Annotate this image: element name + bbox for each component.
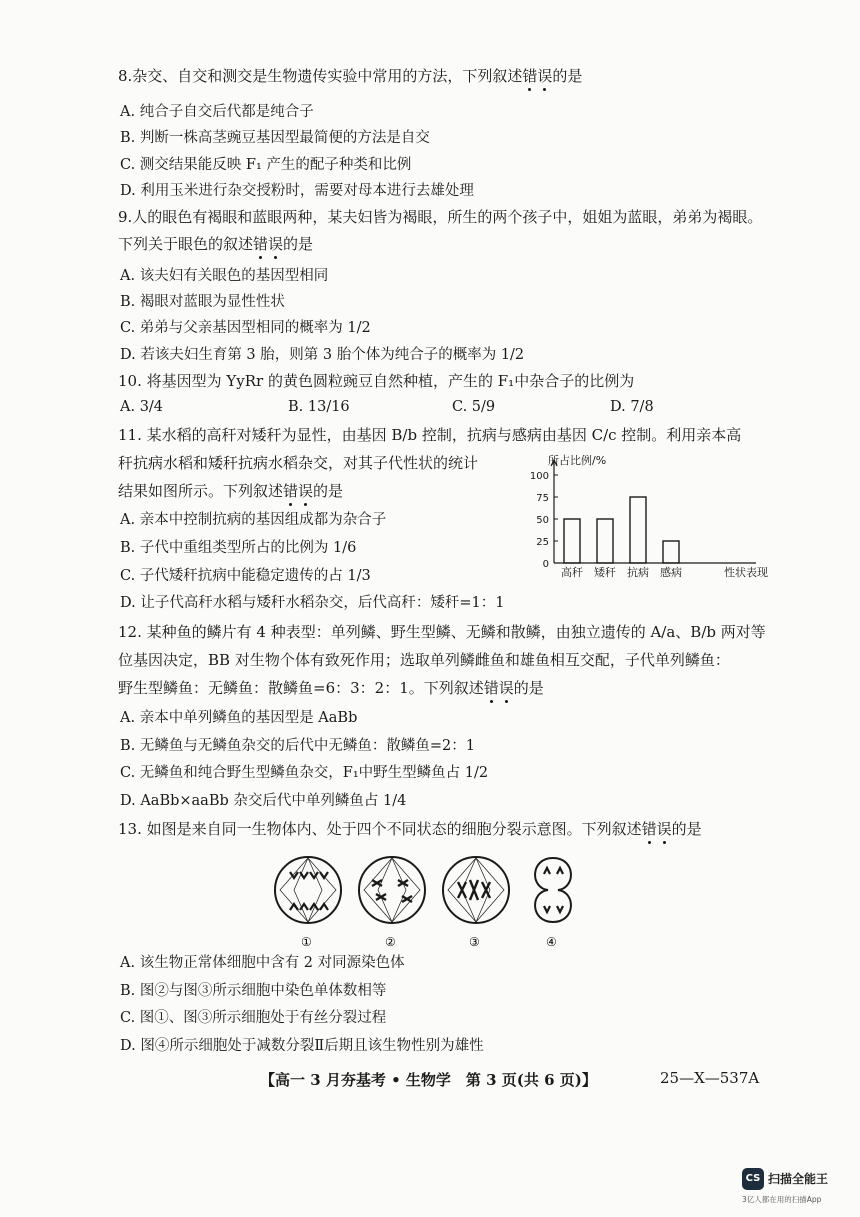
q9-option-a: A. 该夫妇有关眼色的基因型相同 [120, 268, 329, 284]
q9-stem-line2: 下列关于眼色的叙述错误的是 [118, 235, 314, 253]
q9-option-d: D. 若该夫妇生育第 3 胎，则第 3 胎个体为纯合子的概率为 1/2 [120, 347, 525, 363]
exam-code: 25—X—537A [660, 1069, 760, 1087]
cell-label-4: ④ [546, 935, 557, 949]
q11-stem-line1: 11. 某水稻的高秆对矮秆为显性，由基因 B/b 控制，抗病与感病由基因 C/c 控制。利用亲本高 [118, 426, 742, 444]
q13-stem: 13. 如图是来自同一生物体内、处于四个不同状态的细胞分裂示意图。下列叙述错误的是 [118, 820, 702, 838]
trait-ratio-bar-chart [520, 448, 768, 588]
cell-3-figure [443, 857, 509, 923]
cell-1-figure [275, 857, 341, 923]
q11-stem-line2: 秆抗病水稻和矮秆抗病水稻杂交，对其子代性状的统计 [118, 454, 479, 472]
q8-option-a: A. 纯合子自交后代都是纯合子 [120, 104, 314, 120]
page-footer-title: 【高一 3 月夯基考 • 生物学 第 3 页(共 6 页)】 [260, 1071, 597, 1089]
q12-stem-line2: 位基因决定，BB 对生物个体有致死作用；选取单列鳞雌鱼和雄鱼相互交配，子代单列鳞鱼： [118, 651, 730, 669]
chart-ytick-label-3: 75 [536, 493, 549, 504]
chart-category-label-1: 矮秆 [594, 566, 616, 579]
q12-option-d: D. AaBb×aaBb 杂交后代中单列鳞鱼占 1/4 [120, 793, 407, 809]
chart-bar-0 [564, 519, 580, 563]
chart-ylabel: 所占比例/% [548, 454, 607, 467]
q10-option-d: D. 7/8 [610, 399, 654, 415]
cell-4-figure [535, 858, 571, 922]
chart-category-label-0: 高秆 [561, 566, 583, 579]
q12-stem-line3: 野生型鳞鱼：无鳞鱼：散鳞鱼=6：3：2：1。下列叙述错误的是 [118, 679, 544, 697]
q12-option-b: B. 无鳞鱼与无鳞鱼杂交的后代中无鳞鱼：散鳞鱼=2：1 [120, 738, 475, 754]
q13-option-a: A. 该生物正常体细胞中含有 2 对同源染色体 [120, 955, 405, 971]
q11-option-c: C. 子代矮秆抗病中能稳定遗传的占 1/3 [120, 568, 371, 584]
q8-stem: 8.杂交、自交和测交是生物遗传实验中常用的方法，下列叙述错误的是 [118, 67, 583, 85]
cell-label-2: ② [385, 935, 396, 949]
q9-option-c: C. 弟弟与父亲基因型相同的概率为 1/2 [120, 320, 371, 336]
chart-ytick-label-1: 25 [536, 537, 549, 548]
q11-option-a: A. 亲本中控制抗病的基因组成都为杂合子 [120, 512, 387, 528]
q10-option-b: B. 13/16 [288, 399, 350, 415]
chart-ytick-label-0: 0 [542, 559, 549, 570]
q12-option-a: A. 亲本中单列鳞鱼的基因型是 AaBb [120, 710, 358, 726]
q13-option-c: C. 图①、图③所示细胞处于有丝分裂过程 [120, 1010, 387, 1026]
cell-2-figure [359, 857, 425, 923]
q8-option-c: C. 测交结果能反映 F₁ 产生的配子种类和比例 [120, 157, 412, 173]
q10-stem: 10. 将基因型为 YyRr 的黄色圆粒豌豆自然种植，产生的 F₁中杂合子的比例为 [118, 372, 635, 390]
q11-stem-line3: 结果如图所示。下列叙述错误的是 [118, 482, 344, 500]
chart-category-label-3: 感病 [660, 566, 682, 579]
chart-ytick-label-4: 100 [529, 471, 549, 482]
q12-stem-line1: 12. 某种鱼的鳞片有 4 种表型：单列鳞、野生型鳞、无鳞和散鳞，由独立遗传的 A/a、B/b 两对等 [118, 623, 766, 641]
q11-option-d: D. 让子代高秆水稻与矮秆水稻杂交，后代高秆：矮秆=1：1 [120, 595, 505, 611]
q13-option-b: B. 图②与图③所示细胞中染色单体数相等 [120, 983, 387, 999]
chart-category-label-2: 抗病 [627, 566, 649, 579]
cell-division-diagram [268, 850, 588, 950]
chart-xlabel: 性状表现 [724, 566, 768, 579]
q10-option-a: A. 3/4 [120, 399, 164, 415]
q8-option-d: D. 利用玉米进行杂交授粉时，需要对母本进行去雄处理 [120, 183, 474, 199]
chart-ytick-label-2: 50 [536, 515, 549, 526]
q9-stem-line1: 9.人的眼色有褐眼和蓝眼两种，某夫妇皆为褐眼，所生的两个孩子中，姐姐为蓝眼，弟弟为褐眼。 [118, 208, 763, 226]
q9-option-b: B. 褐眼对蓝眼为显性性状 [120, 294, 285, 310]
scanner-app-name: 扫描全能王 [768, 1172, 829, 1186]
q13-option-d: D. 图④所示细胞处于减数分裂Ⅱ后期且该生物性别为雄性 [120, 1038, 484, 1054]
scanner-tagline: 3亿人都在用的扫描App [742, 1195, 822, 1204]
q12-option-c: C. 无鳞鱼和纯合野生型鳞鱼杂交，F₁中野生型鳞鱼占 1/2 [120, 765, 489, 781]
chart-bar-2 [630, 497, 646, 563]
q10-option-c: C. 5/9 [452, 399, 496, 415]
cell-label-3: ③ [469, 935, 480, 949]
scanner-logo-icon: CS [742, 1168, 764, 1190]
chart-bar-3 [663, 541, 679, 563]
cell-label-1: ① [301, 935, 312, 949]
q8-option-b: B. 判断一株高茎豌豆基因型最简便的方法是自交 [120, 130, 430, 146]
scanner-watermark [742, 1168, 842, 1208]
q11-option-b: B. 子代中重组类型所占的比例为 1/6 [120, 540, 357, 556]
chart-bar-1 [597, 519, 613, 563]
